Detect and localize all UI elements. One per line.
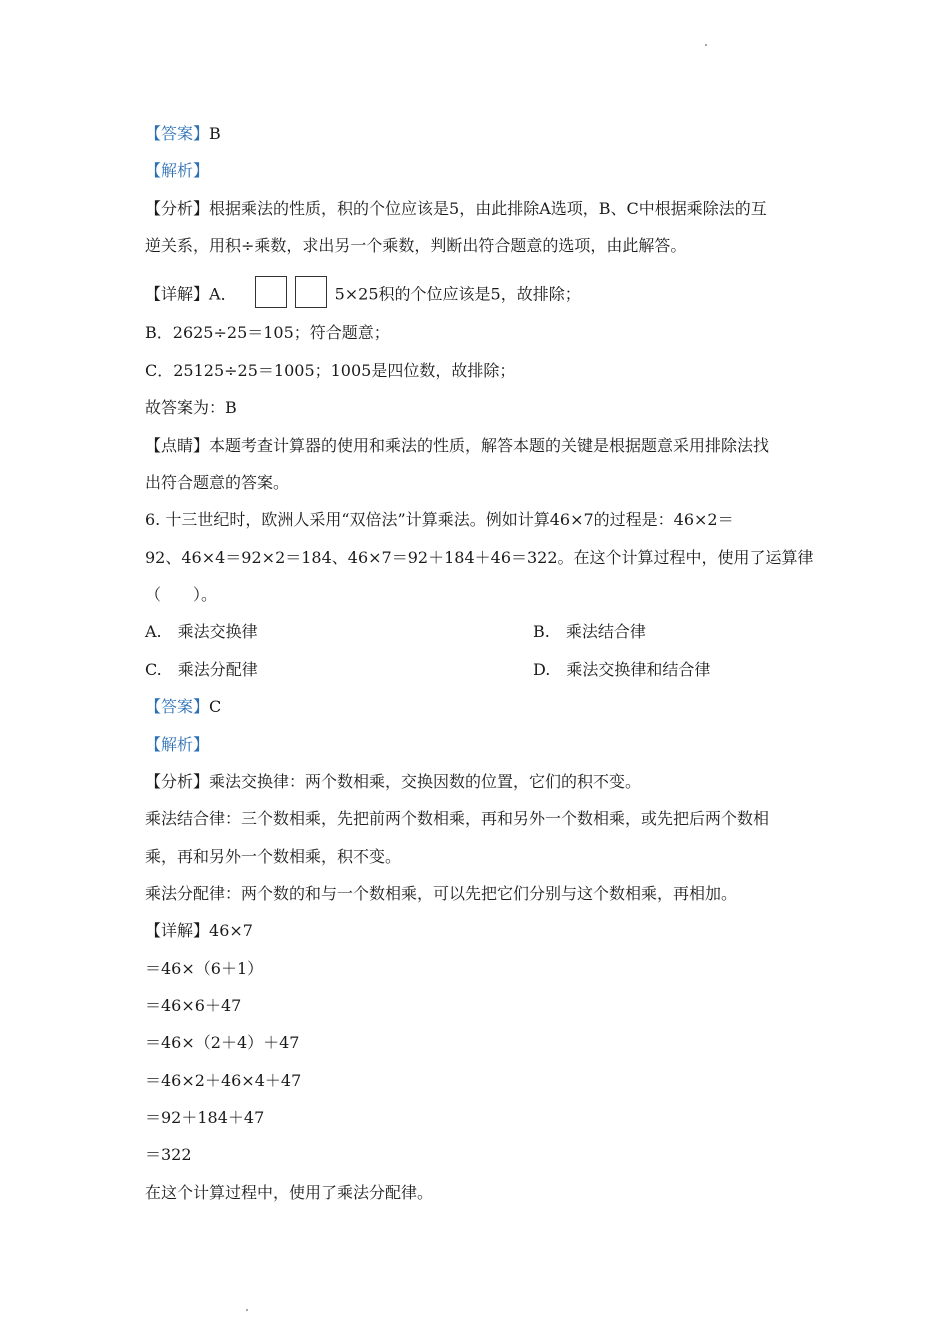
q5-fenxi-text1: 根据乘法的性质，积的个位应该是5，由此排除A选项，B、C中根据乘除法的互 [209, 199, 767, 218]
q6-step: ＝46×2＋46×4＋47 [145, 1071, 302, 1090]
q6-law2-line2: 乘，再和另外一个数相乘，积不变。 [145, 847, 402, 866]
q5-xiangjie-a-text: 5×25积的个位应该是5，故排除； [334, 284, 581, 304]
q6-option-c: C. 乘法分配律 [145, 660, 258, 679]
q6-step: ＝322 [145, 1145, 192, 1164]
q6-analysis-tag: 【解析】 [145, 735, 210, 754]
q5-answer-line [145, 124, 221, 144]
q5-line-c: C．25125÷25＝1005；1005是四位数，故排除； [145, 361, 516, 380]
q6-conclusion: 在这个计算过程中，使用了乘法分配律。 [145, 1183, 434, 1202]
q6-fenxi-text: 乘法交换律：两个数相乘，交换因数的位置，它们的积不变。 [209, 772, 642, 791]
q6-answer-value: C [209, 697, 222, 716]
header-dot [705, 44, 707, 46]
q5-dianjing-line1 [145, 436, 769, 456]
q6-answer-tag: 【答案】 [145, 697, 210, 716]
q6-law3: 乘法分配律：两个数的和与一个数相乘，可以先把它们分别与这个数相乘，再相加。 [145, 884, 738, 903]
blank-box-1 [255, 276, 287, 308]
q5-dianjing-tag: 【点睛】 [145, 436, 210, 455]
q6-step: ＝46×（2＋4）＋47 [145, 1033, 300, 1052]
q6-xiangjie-line [145, 921, 253, 941]
q6-option-b: B. 乘法结合律 [533, 622, 646, 641]
q6-fenxi-tag: 【分析】 [145, 772, 210, 791]
q6-step: ＝46×6＋47 [145, 996, 242, 1015]
q6-stem-line3: （ ）。 [145, 585, 218, 604]
q5-final: 故答案为：B [145, 398, 237, 417]
q5-answer-value: B [209, 124, 221, 143]
q6-option-d: D. 乘法交换律和结合律 [533, 660, 711, 679]
q5-fenxi-line2: 逆关系，用积÷乘数，求出另一个乘数，判断出符合题意的选项，由此解答。 [145, 236, 687, 255]
q5-analysis-tag: 【解析】 [145, 161, 210, 180]
q6-step: ＝46×（6＋1） [145, 959, 264, 978]
blank-box-2 [295, 276, 327, 308]
q5-answer-tag: 【答案】 [145, 124, 210, 143]
q6-xiangjie-text: 46×7 [209, 921, 253, 940]
q6-option-a: A. 乘法交换律 [145, 622, 258, 641]
q6-step: ＝92＋184＋47 [145, 1108, 265, 1127]
footer-dot [246, 1309, 248, 1311]
q5-fenxi-tag: 【分析】 [145, 199, 210, 218]
q6-answer-line [145, 697, 221, 717]
q5-xiangjie-tag: 【详解】 [145, 284, 210, 304]
q6-law2-line1: 乘法结合律：三个数相乘，先把前两个数相乘，再和另外一个数相乘，或先把后两个数相 [145, 809, 770, 828]
q5-dianjing-text1: 本题考查计算器的使用和乘法的性质，解答本题的关键是根据题意采用排除法找 [209, 436, 770, 455]
q5-line-b: B．2625÷25＝105；符合题意； [145, 323, 390, 342]
q6-stem-line1: 6. 十三世纪时，欧洲人采用“双倍法”计算乘法。例如计算46×7的过程是：46×2＝ [145, 510, 734, 529]
q5-xiangjie-a-prefix: A． [209, 284, 237, 304]
q5-fenxi-line1 [145, 199, 767, 219]
q6-fenxi-line [145, 772, 641, 792]
q6-xiangjie-tag: 【详解】 [145, 921, 210, 940]
q6-stem-line2: 92、46×4＝92×2＝184、46×7＝92＋184＋46＝322。在这个计算过程中，使用了运算律 [145, 548, 814, 567]
q5-dianjing-line2: 出符合题意的答案。 [145, 473, 290, 492]
q5-xiangjie-line [145, 279, 581, 311]
